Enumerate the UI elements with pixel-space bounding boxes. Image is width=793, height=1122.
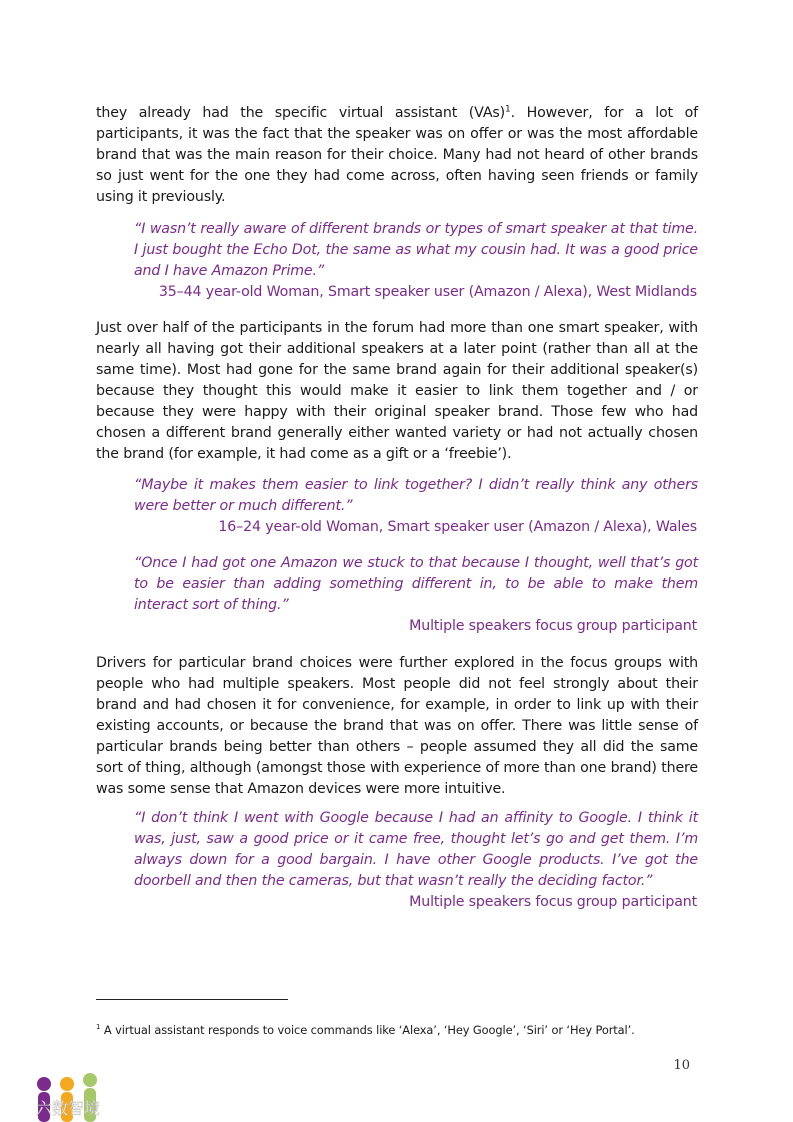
quote-3-attribution: Multiple speakers focus group participant: [409, 618, 697, 634]
page-number: 10: [673, 1058, 690, 1073]
body-paragraph-3: Drivers for particular brand choices were further explored in the focus groups with people who had multiple speakers. Most people did not feel strongly about their brand and had chosen it for convenience, for example, in order to link up with their existing accounts, or because the brand that was on offer. There was little sense of particular brands being better than others – people assumed they all did the same sort of thing, although (amongst those with experience of more than one brand) there was some sense that Amazon devices were more intuitive.: [96, 655, 698, 797]
footnote-divider: [96, 999, 288, 1000]
watermark-logo-icon: [30, 1072, 110, 1122]
quote-4: “I don’t think I went with Google because I had an affinity to Google. I think it was, just, saw a good price or it came free, thought let’s go and get them. I’m always down for a good bargain. I have other Google products. I’ve got the doorbell and then the cameras, but that wasn’t really the deciding factor.”: [134, 810, 698, 889]
quote-2-attribution: 16–24 year-old Woman, Smart speaker user (Amazon / Alexa), Wales: [218, 519, 697, 535]
body-paragraph-1: they already had the specific virtual assistant (VAs)$^1$. However, for a lot of participants, it was the fact that the speaker was on offer or was the most affordable brand that was the main reason for their choice. Many had not heard of other brands so just went for the one they had come across, often having seen friends or family using it previously.: [96, 104, 698, 205]
quote-1-attribution: 35–44 year-old Woman, Smart speaker user (Amazon / Alexa), West Midlands: [158, 284, 697, 300]
watermark-text: 六数智境: [36, 1099, 101, 1118]
quote-3: “Once I had got one Amazon we stuck to that because I thought, well that’s got to be easier than adding something different in, to be able to make them interact sort of thing.”: [134, 555, 698, 613]
quote-2: “Maybe it makes them easier to link together? I didn’t really think any others were better or much different.”: [134, 477, 698, 514]
body-paragraph-2: Just over half of the participants in the forum had more than one smart speaker, with nearly all having got their additional speakers at a later point (rather than all at the same time). Most had gone for the same brand again for their additional speaker(s) because they thought this would make it easier to link them together and / or because they were happy with their original speaker brand. Those few who had chosen a different brand generally either wanted variety or had not actually chosen the brand (for example, it had come as a gift or a ‘freebie’).: [96, 320, 698, 462]
quote-4-attribution: Multiple speakers focus group participant: [409, 894, 697, 910]
footnote: $^1$ A virtual assistant responds to voice commands like ‘Alexa’, ‘Hey Google’, ‘Siri’ or ‘Hey Portal’.: [96, 1023, 635, 1037]
quote-1: “I wasn’t really aware of different brands or types of smart speaker at that time. I just bought the Echo Dot, the same as what my cousin had. It was a good price and I have Amazon Prime.”: [134, 221, 698, 279]
footnote-reference[interactable]: 1: [505, 104, 511, 115]
